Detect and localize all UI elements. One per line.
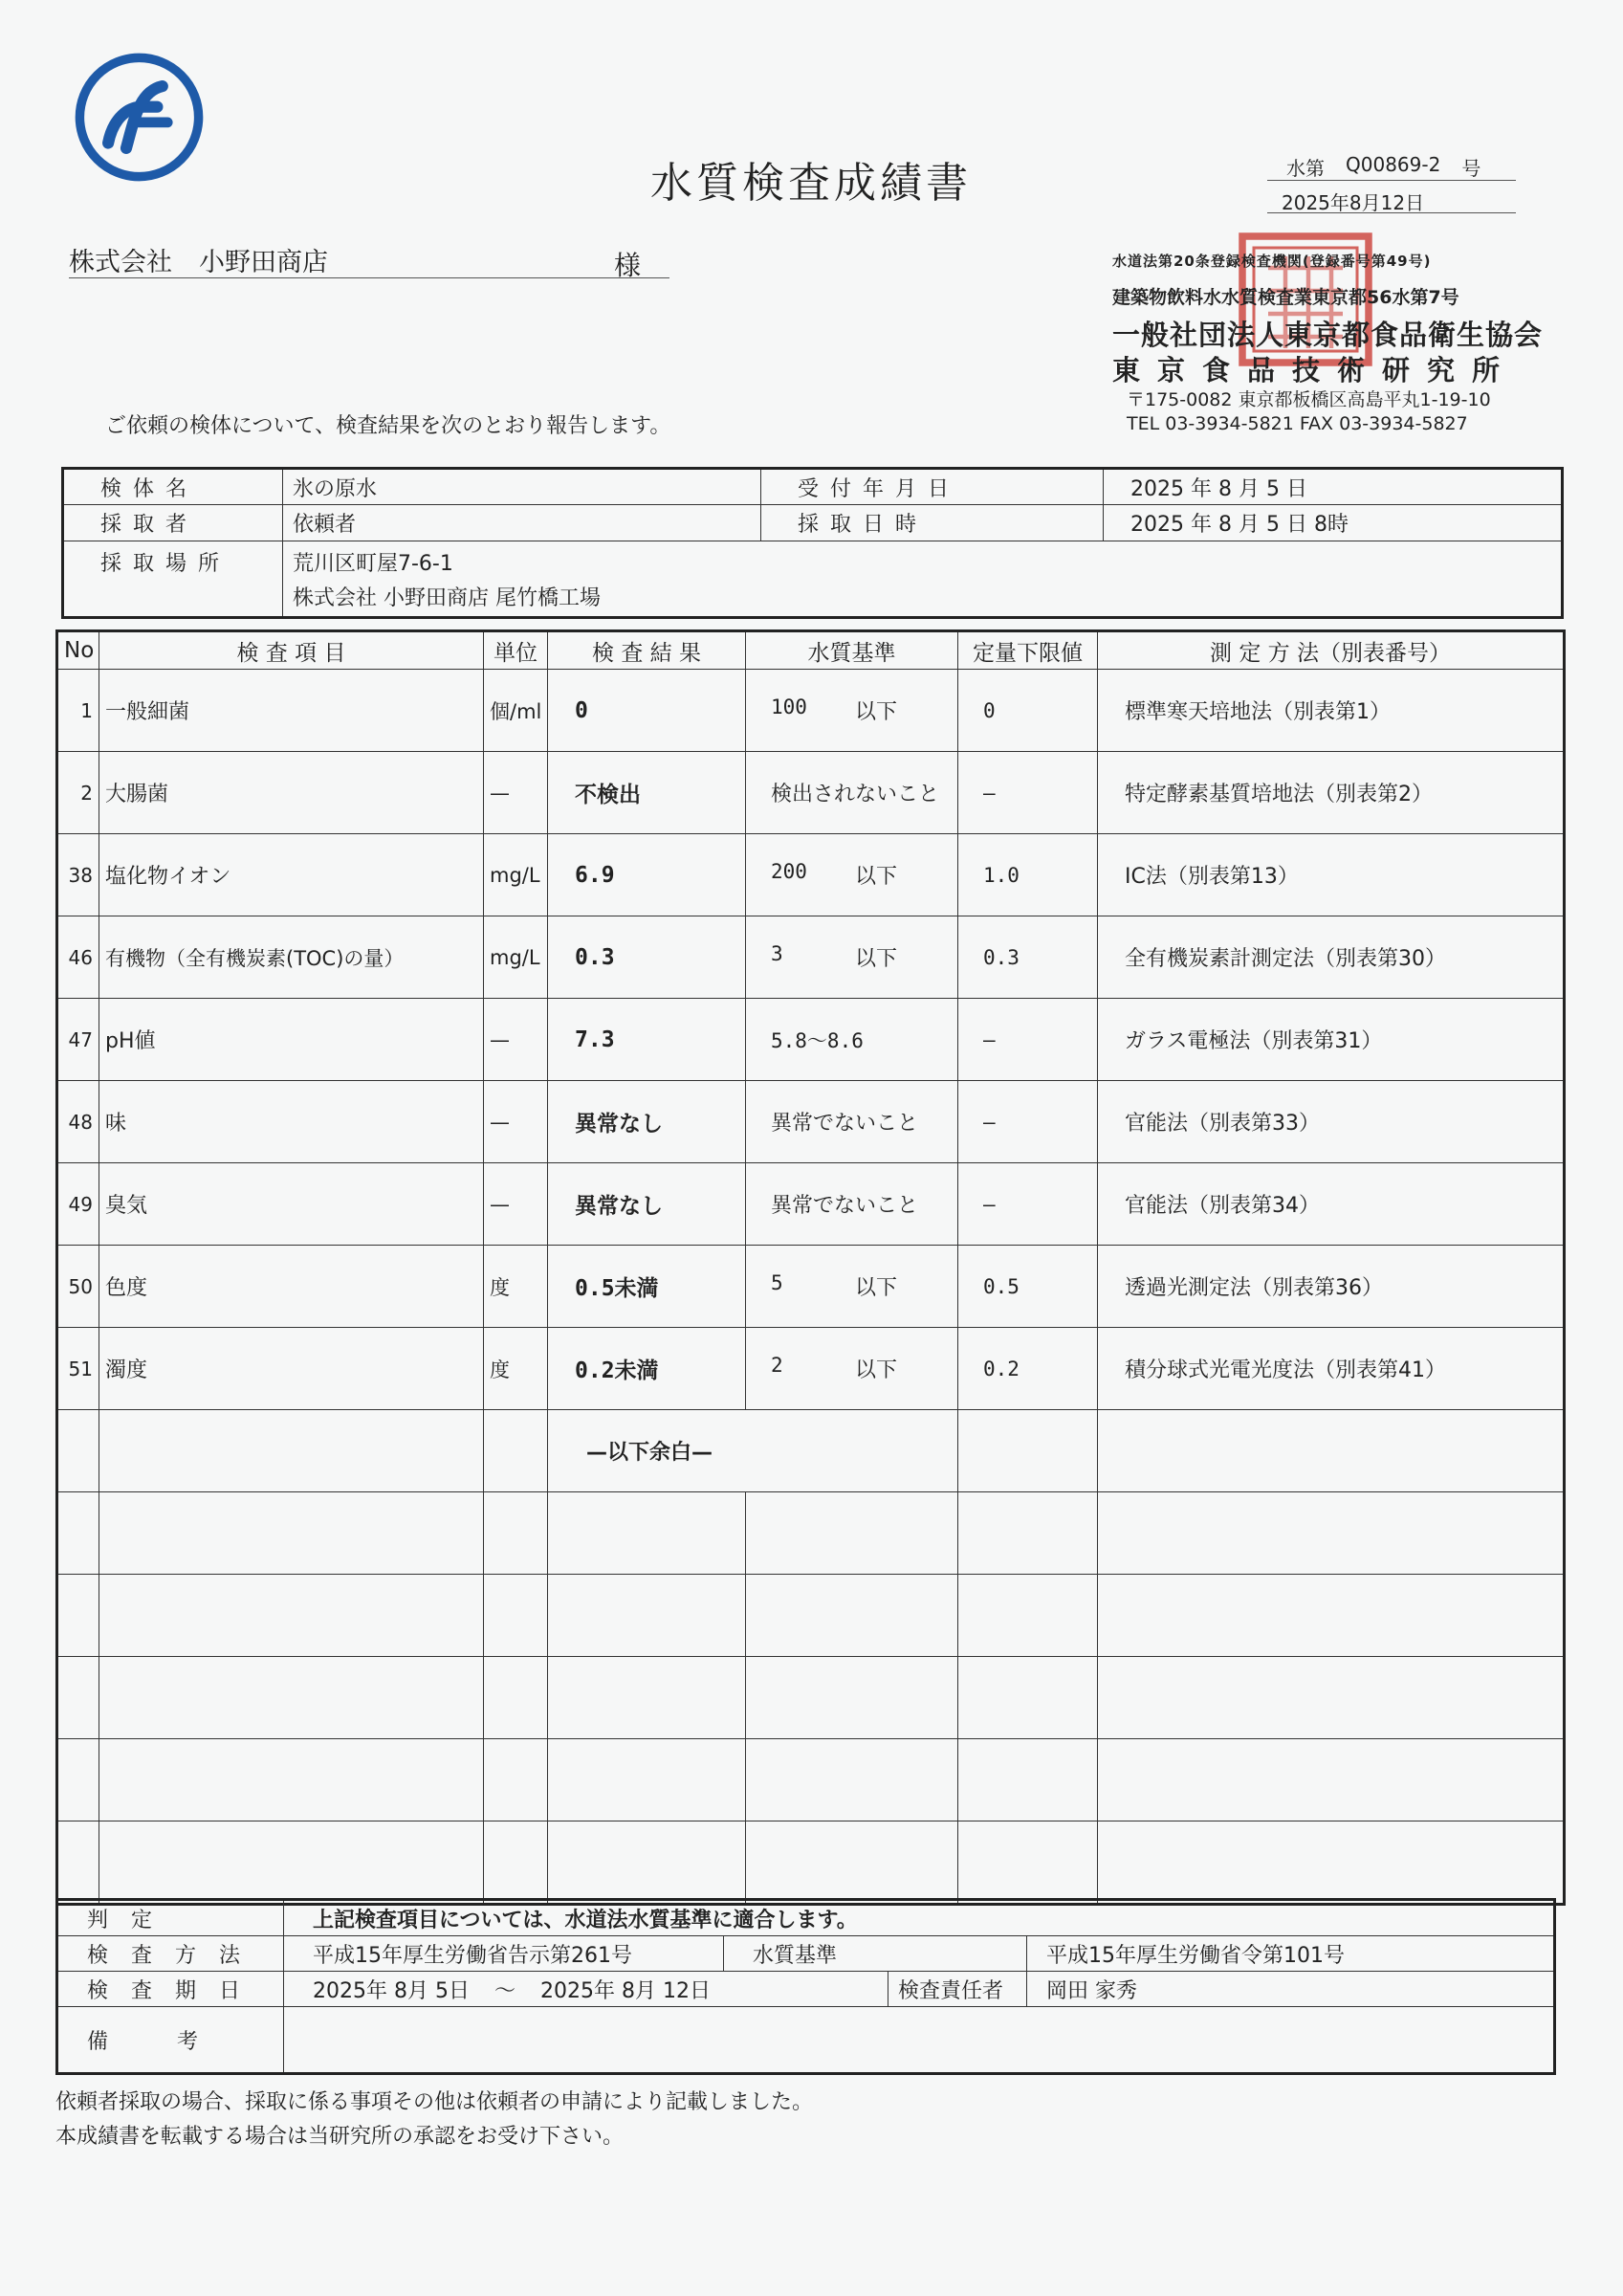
- place-line-2: 株式会社 小野田商店 尾竹橋工場: [293, 586, 601, 610]
- row-method: IC法（別表第13）: [1098, 834, 1565, 916]
- doc-no-suffix: 号: [1461, 157, 1481, 180]
- blank-cell: [99, 1410, 484, 1492]
- blank-cell: [484, 1410, 548, 1492]
- row-standard: [746, 916, 958, 999]
- row-no: 2: [57, 752, 99, 834]
- row-no: 50: [57, 1246, 99, 1328]
- std-qualifier: 以下: [855, 865, 898, 889]
- row-method: ガラス電極法（別表第31）: [1098, 999, 1565, 1081]
- test-period-value: [284, 1972, 888, 2007]
- table-row: [57, 999, 1565, 1081]
- row-limit: 1.0: [958, 834, 1098, 916]
- std-value: 3: [771, 942, 783, 965]
- blank-cell: [57, 1657, 99, 1739]
- divider: [69, 277, 669, 278]
- std-text: 5.8～8.6: [771, 1028, 864, 1052]
- row-item: 塩化物イオン: [99, 834, 484, 916]
- intro-text: ご依頼の検体について、検査結果を次のとおり報告します。: [105, 414, 671, 438]
- row-method: 透過光測定法（別表第36）: [1098, 1246, 1565, 1328]
- row-limit: —: [958, 999, 1098, 1081]
- row-unit: 度: [484, 1328, 548, 1410]
- inspector-name: 岡田 家秀: [1027, 1972, 1555, 2007]
- table-row: [57, 1328, 1565, 1410]
- row-limit: 0.3: [958, 916, 1098, 999]
- blank-cell: [484, 1821, 548, 1905]
- blank-cell: [99, 1657, 484, 1739]
- row-no: 1: [57, 670, 99, 752]
- row-limit: 0: [958, 670, 1098, 752]
- row-result: 0.3: [548, 916, 746, 999]
- row-item: pH値: [99, 999, 484, 1081]
- header-unit: 単位: [484, 631, 548, 670]
- table-row: [57, 1163, 1565, 1246]
- place-value: [283, 541, 1563, 618]
- table-header-row: [57, 631, 1565, 670]
- row-unit: mg/L: [484, 916, 548, 999]
- blank-cell: [746, 1821, 958, 1905]
- blank-cell: [1098, 1575, 1565, 1657]
- row-unit: 個/ml: [484, 670, 548, 752]
- row-result: 不検出: [548, 752, 746, 834]
- client-shop: 小野田商店: [199, 248, 328, 277]
- row-result: 0.2未満: [548, 1328, 746, 1410]
- water-standard-label: 水質基準: [724, 1936, 1027, 1972]
- row-unit: mg/L: [484, 834, 548, 916]
- blank-cell: [1098, 1492, 1565, 1575]
- row-method: 官能法（別表第34）: [1098, 1163, 1565, 1246]
- received-date-label: 受付年月日: [761, 469, 1104, 505]
- table-row: [57, 834, 1565, 916]
- divider: [1267, 180, 1516, 181]
- sample-name-value: 氷の原水: [283, 469, 761, 505]
- blank-cell: [99, 1492, 484, 1575]
- period-end: 2025年 8月 12日: [539, 1978, 711, 2003]
- test-method-value: 平成15年厚生労働省告示第261号: [284, 1936, 724, 1972]
- client-honorific: 様: [614, 250, 642, 281]
- table-row: [57, 1246, 1565, 1328]
- blank-cell: [57, 1821, 99, 1905]
- row-unit: —: [484, 1081, 548, 1163]
- blank-cell: [958, 1575, 1098, 1657]
- row-standard: [746, 834, 958, 916]
- row-method: 標準寒天培地法（別表第1）: [1098, 670, 1565, 752]
- table-row-blank: [57, 1575, 1565, 1657]
- blank-cell: [1098, 1410, 1565, 1492]
- std-text: 検出されないこと: [771, 783, 940, 806]
- row-no: 49: [57, 1163, 99, 1246]
- row-standard: [746, 670, 958, 752]
- blank-cell: [99, 1821, 484, 1905]
- sample-name-label: 検体名: [63, 469, 283, 505]
- row-no: 46: [57, 916, 99, 999]
- row-method: 官能法（別表第33）: [1098, 1081, 1565, 1163]
- test-method-label: 検査方法: [57, 1936, 284, 1972]
- table-row: [57, 752, 1565, 834]
- blank-cell: [484, 1492, 548, 1575]
- table-row-blank: [57, 1410, 1565, 1492]
- row-standard: [746, 752, 958, 834]
- registration-line-2: 建築物飲料水水質検査業東京都56水第7号: [1112, 287, 1459, 308]
- blank-cell: [958, 1739, 1098, 1821]
- row-no: 51: [57, 1328, 99, 1410]
- remarks-label: 備考: [57, 2007, 284, 2074]
- row-item: 味: [99, 1081, 484, 1163]
- row-limit: 0.5: [958, 1246, 1098, 1328]
- row-unit: —: [484, 1163, 548, 1246]
- client-company: 株式会社: [69, 248, 172, 277]
- collector-label: 採取者: [63, 505, 283, 541]
- divider: [1267, 212, 1516, 213]
- row-no: 48: [57, 1081, 99, 1163]
- row-limit: —: [958, 752, 1098, 834]
- row-item: 臭気: [99, 1163, 484, 1246]
- table-row: [57, 1081, 1565, 1163]
- test-period-label: 検査期日: [57, 1972, 284, 2007]
- row-standard: [746, 1081, 958, 1163]
- row-method: 特定酵素基質培地法（別表第2）: [1098, 752, 1565, 834]
- row-limit: 0.2: [958, 1328, 1098, 1410]
- row-item: 色度: [99, 1246, 484, 1328]
- row-result: 6.9: [548, 834, 746, 916]
- doc-no-prefix: 水第: [1286, 157, 1325, 180]
- blank-cell: [958, 1410, 1098, 1492]
- blank-cell: [746, 1739, 958, 1821]
- row-no: 38: [57, 834, 99, 916]
- row-item: 大腸菌: [99, 752, 484, 834]
- blank-cell: [958, 1492, 1098, 1575]
- row-item: 濁度: [99, 1328, 484, 1410]
- judgement-value: 上記検査項目については、水道法水質基準に適合します。: [284, 1900, 1555, 1936]
- blank-cell: [57, 1575, 99, 1657]
- conclusion-table: [55, 1898, 1556, 2075]
- table-row-blank: [57, 1739, 1565, 1821]
- period-start: 2025年 8月 5日: [313, 1978, 470, 2003]
- row-unit: 度: [484, 1246, 548, 1328]
- row-limit: —: [958, 1081, 1098, 1163]
- row-standard: [746, 1246, 958, 1328]
- blank-cell: [57, 1739, 99, 1821]
- std-value: 200: [771, 860, 807, 883]
- blank-cell: [548, 1821, 746, 1905]
- blank-cell: [1098, 1821, 1565, 1905]
- table-row-blank: [57, 1492, 1565, 1575]
- row-unit: —: [484, 999, 548, 1081]
- std-text: 異常でないこと: [771, 1194, 919, 1218]
- blank-cell: [1098, 1657, 1565, 1739]
- blank-cell: [1098, 1739, 1565, 1821]
- collector-value: 依頼者: [283, 505, 761, 541]
- header-result: 検 査 結 果: [548, 631, 746, 670]
- row-result: 0: [548, 670, 746, 752]
- institute-name: 東京食品技術研究所: [1112, 354, 1518, 386]
- table-row: [57, 916, 1565, 999]
- address: 〒175-0082 東京都板橋区高島平丸1-19-10: [1127, 389, 1491, 410]
- received-date-value: 2025 年 8 月 5 日: [1104, 469, 1563, 505]
- row-standard: [746, 1328, 958, 1410]
- row-method: 積分球式光電光度法（別表第41）: [1098, 1328, 1565, 1410]
- table-row-blank: [57, 1657, 1565, 1739]
- blank-cell: [958, 1821, 1098, 1905]
- inspector-label: 検査責任者: [888, 1972, 1027, 2007]
- row-standard: [746, 999, 958, 1081]
- document-title: 水質検査成績書: [650, 159, 972, 208]
- blank-cell: [548, 1739, 746, 1821]
- results-table: [55, 629, 1566, 1906]
- std-text: 異常でないこと: [771, 1112, 919, 1136]
- blank-cell: [484, 1657, 548, 1739]
- blank-cell: [548, 1657, 746, 1739]
- row-result: 異常なし: [548, 1163, 746, 1246]
- judgement-label: 判定: [57, 1900, 284, 1936]
- blank-cell: [746, 1492, 958, 1575]
- row-no: 47: [57, 999, 99, 1081]
- blank-cell: [958, 1657, 1098, 1739]
- row-method: 全有機炭素計測定法（別表第30）: [1098, 916, 1565, 999]
- blank-cell: [746, 1575, 958, 1657]
- client-name: [69, 241, 328, 278]
- sample-info-table: [61, 467, 1564, 619]
- company-logo-icon: [75, 53, 204, 182]
- blank-cell: [484, 1739, 548, 1821]
- note-line-2: 本成績書を転載する場合は当研究所の承認をお受け下さい。: [55, 2125, 625, 2149]
- issue-date: 2025年8月12日: [1282, 191, 1425, 214]
- blank-cell: [746, 1657, 958, 1739]
- blank-cell: [57, 1410, 99, 1492]
- period-separator: ～: [493, 1978, 515, 2003]
- std-qualifier: 以下: [855, 947, 898, 971]
- organization-name: 一般社団法人東京都食品衛生協会: [1112, 319, 1544, 351]
- std-qualifier: 以下: [855, 1358, 898, 1382]
- table-row-blank: [57, 1821, 1565, 1905]
- row-result: 異常なし: [548, 1081, 746, 1163]
- blank-cell: [57, 1492, 99, 1575]
- note-line-1: 依頼者採取の場合、採取に係る事項その他は依頼者の申請により記載しました。: [55, 2090, 814, 2114]
- std-value: 2: [771, 1354, 783, 1377]
- header-item: 検 査 項 目: [99, 631, 484, 670]
- row-unit: —: [484, 752, 548, 834]
- row-result: 7.3: [548, 999, 746, 1081]
- place-line-1: 荒川区町屋7-6-1: [293, 552, 453, 576]
- blank-cell: [548, 1575, 746, 1657]
- row-item: 一般細菌: [99, 670, 484, 752]
- header-method: 測 定 方 法（別表番号）: [1098, 631, 1565, 670]
- below-blank-marker: —以下余白—: [548, 1410, 958, 1492]
- row-item: 有機物（全有機炭素(TOC)の量）: [99, 916, 484, 999]
- blank-cell: [99, 1739, 484, 1821]
- document-number: [1286, 153, 1480, 181]
- blank-cell: [99, 1575, 484, 1657]
- table-row: [57, 670, 1565, 752]
- water-standard-value: 平成15年厚生労働省令第101号: [1027, 1936, 1555, 1972]
- row-limit: —: [958, 1163, 1098, 1246]
- row-result: 0.5未満: [548, 1246, 746, 1328]
- phone-fax: TEL 03-3934-5821 FAX 03-3934-5827: [1127, 413, 1468, 434]
- std-qualifier: 以下: [855, 700, 898, 724]
- doc-no-number: Q00869-2: [1346, 153, 1441, 176]
- collected-datetime-value: 2025 年 8 月 5 日 8時: [1104, 505, 1563, 541]
- collected-datetime-label: 採取日時: [761, 505, 1104, 541]
- blank-cell: [484, 1575, 548, 1657]
- registration-line-1: 水道法第20条登録検査機関(登録番号第49号): [1112, 253, 1432, 270]
- header-standard: 水質基準: [746, 631, 958, 670]
- header-no: No: [57, 631, 99, 670]
- std-value: 100: [771, 695, 807, 718]
- std-qualifier: 以下: [855, 1276, 898, 1300]
- blank-cell: [548, 1492, 746, 1575]
- remarks-value: [284, 2007, 1555, 2074]
- std-value: 5: [771, 1271, 783, 1294]
- place-label: 採取場所: [63, 541, 283, 618]
- header-limit: 定量下限値: [958, 631, 1098, 670]
- row-standard: [746, 1163, 958, 1246]
